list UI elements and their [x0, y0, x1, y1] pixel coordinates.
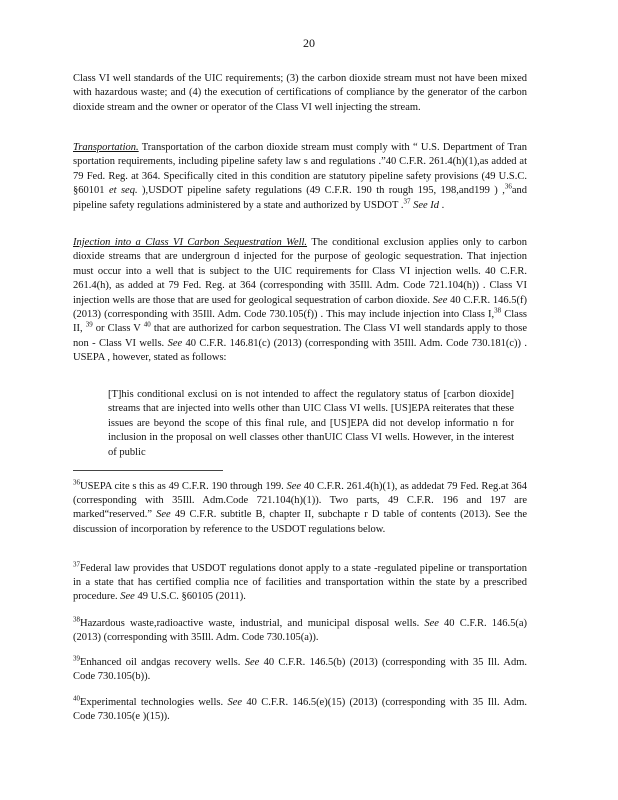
- footnote-ref-39: 39: [85, 320, 93, 329]
- see-signal: See: [244, 657, 260, 668]
- transportation-text-end: .: [439, 199, 445, 211]
- see-signal: See: [156, 509, 171, 521]
- footnote-36: [73, 480, 527, 537]
- footnote-ref-36: 36: [504, 182, 512, 191]
- injection-text-c: Class II,: [73, 309, 527, 335]
- footnote-text: 49 U.S.C. §60105 (2011).: [134, 591, 246, 603]
- footnote-text: Experimental technologies wells.: [80, 697, 228, 708]
- see-signal: See: [413, 199, 428, 211]
- transportation-text-c: and pipeline safety regulations administered by a state and authorized by USDOT .: [73, 185, 527, 211]
- footnote-number: 39: [73, 654, 80, 663]
- footnote-text: 40 C.F.R. 146.5(b) (2013) (corresponding with 35 Ill. Adm. Code 730.105(b)).: [73, 657, 527, 683]
- block-quote: [T]his conditional exclusi on is not intended to affect the regulatory status of [carbon dioxide] streams that are injected into wells other than UIC Class VI wells. [US]EPA reiterates that these issues are beyond the scope of this final rule, and [US]EPA did not develop informatio n for inclusion in the proposal on well classes other thanUIC Class VI wells. However, in the interest of public: [108, 389, 514, 458]
- footnote-separator: [73, 470, 223, 471]
- see-signal: See: [167, 337, 183, 349]
- injection-text-a: The conditional exclusion applies only to carbon dioxide streams that are undergroun d injected for the purpose of geologic sequestration. That injection must occur into a well that is subject to the UIC requirements for Class VI injection wells. 40 C.F.R. 261.4(h), as added at 79 Fed. Reg. at 364 (corresponding with 35Ill. Adm. Code 721.104(h)) . Class VI injection wells are those that are used for geological sequestration of carbon dioxide.: [73, 237, 527, 306]
- footnote-text: 49 C.F.R. subtitle B, chapter II, subchapte r D table of contents (2013). See the discussion of incorporation by reference to the USDOT regulations below.: [73, 509, 527, 535]
- footnote-ref-37: 37: [403, 197, 411, 206]
- footnote-38: [73, 617, 527, 645]
- footnote-number: 38: [73, 615, 80, 624]
- see-signal: See: [432, 294, 448, 306]
- see-signal: See: [424, 618, 439, 629]
- injection-text-b: 40 C.F.R. 146.5(f) (2013) (corresponding with 35Ill. Adm. Code 730.105(f)) . This may include injection into Class I,: [73, 294, 527, 321]
- footnote-40: [73, 696, 527, 724]
- footnote-37: [73, 562, 527, 605]
- footnote-number: 36: [73, 478, 80, 487]
- body-paragraph-1: Class VI well standards of the UIC requirements; (3) the carbon dioxide stream must not have been mixed with hazardous waste; and (4) the execution of certifications of compliance by the generator of the carbon dioxide stream and the owner or operator of the Class VI well injecting the stream.: [73, 73, 527, 113]
- id-signal: Id: [430, 199, 440, 211]
- footnote-number: 40: [73, 694, 80, 703]
- footnote-text: Federal law provides that USDOT regulations donot apply to a state -regulated pipeline or transportation in a state that has certified complia nce of facilities and transportation within the state by a prescribed procedure.: [73, 563, 527, 603]
- see-signal: See: [227, 697, 243, 708]
- footnote-text: Enhanced oil andgas recovery wells.: [80, 657, 245, 668]
- injection-text-e: that are authorized for carbon sequestration. The Class VI well standards apply to those non - Class VI wells.: [73, 323, 527, 349]
- footnote-number: 37: [73, 560, 80, 569]
- injection-text-d: or Class V: [92, 323, 144, 335]
- injection-text-f: 40 C.F.R. 146.81(c) (2013) (corresponding with 35Ill. Adm. Code 730.181(c)) . USEPA , however, stated as follows:: [73, 337, 528, 364]
- transportation-heading: Transportation.: [73, 142, 139, 153]
- body-paragraph-transportation: [73, 141, 527, 213]
- et-seq-signal: et seq.: [108, 185, 138, 197]
- footnote-text: 40 C.F.R. 261.4(h)(1), as addedat 79 Fed. Reg.at 364 (corresponding with 35Ill. Adm.Code 721.104(h)(1)). Two parts, 49 C.F.R. 196 and 197 are marked“reserved.”: [73, 481, 527, 521]
- footnote-text: USEPA cite s this as 49 C.F.R. 190 through 199.: [80, 481, 287, 492]
- body-paragraph-injection: [73, 236, 527, 366]
- footnote-text: 40 C.F.R. 146.5(a) (2013) (corresponding with 35Ill. Adm. Code 730.105(a)).: [73, 618, 527, 644]
- footnote-39: [73, 656, 527, 684]
- injection-heading: Injection into a Class VI Carbon Sequestration Well.: [73, 237, 308, 248]
- footnote-text: 40 C.F.R. 146.5(e)(15) (2013) (corresponding with 35 Ill. Adm. Code 730.105(e )(15)).: [73, 697, 527, 723]
- transportation-text-b: ),USDOT pipeline safety regulations (49 C.F.R. 190 th rough 195, 198,and199 ) ,: [137, 185, 505, 197]
- see-signal: See: [286, 481, 302, 492]
- transportation-text-a: Transportation of the carbon dioxide stream must comply with “ U.S. Department of Tran sportation requirements, including pipeline safety law s and regulations .”40 C.F.R. 261.4(h)(1),as added at 79 Fed. Reg. at 364. Specifically cited in this condition are statutory pipeline safety provisions (49 U.S.C. §60101: [73, 142, 527, 197]
- page-number: 20: [303, 36, 315, 50]
- see-signal: See: [120, 591, 135, 603]
- footnote-text: Hazardous waste,radioactive waste, industrial, and municipal disposal wells.: [80, 618, 425, 629]
- footnote-ref-40: 40: [143, 320, 151, 329]
- footnote-ref-38: 38: [494, 306, 502, 315]
